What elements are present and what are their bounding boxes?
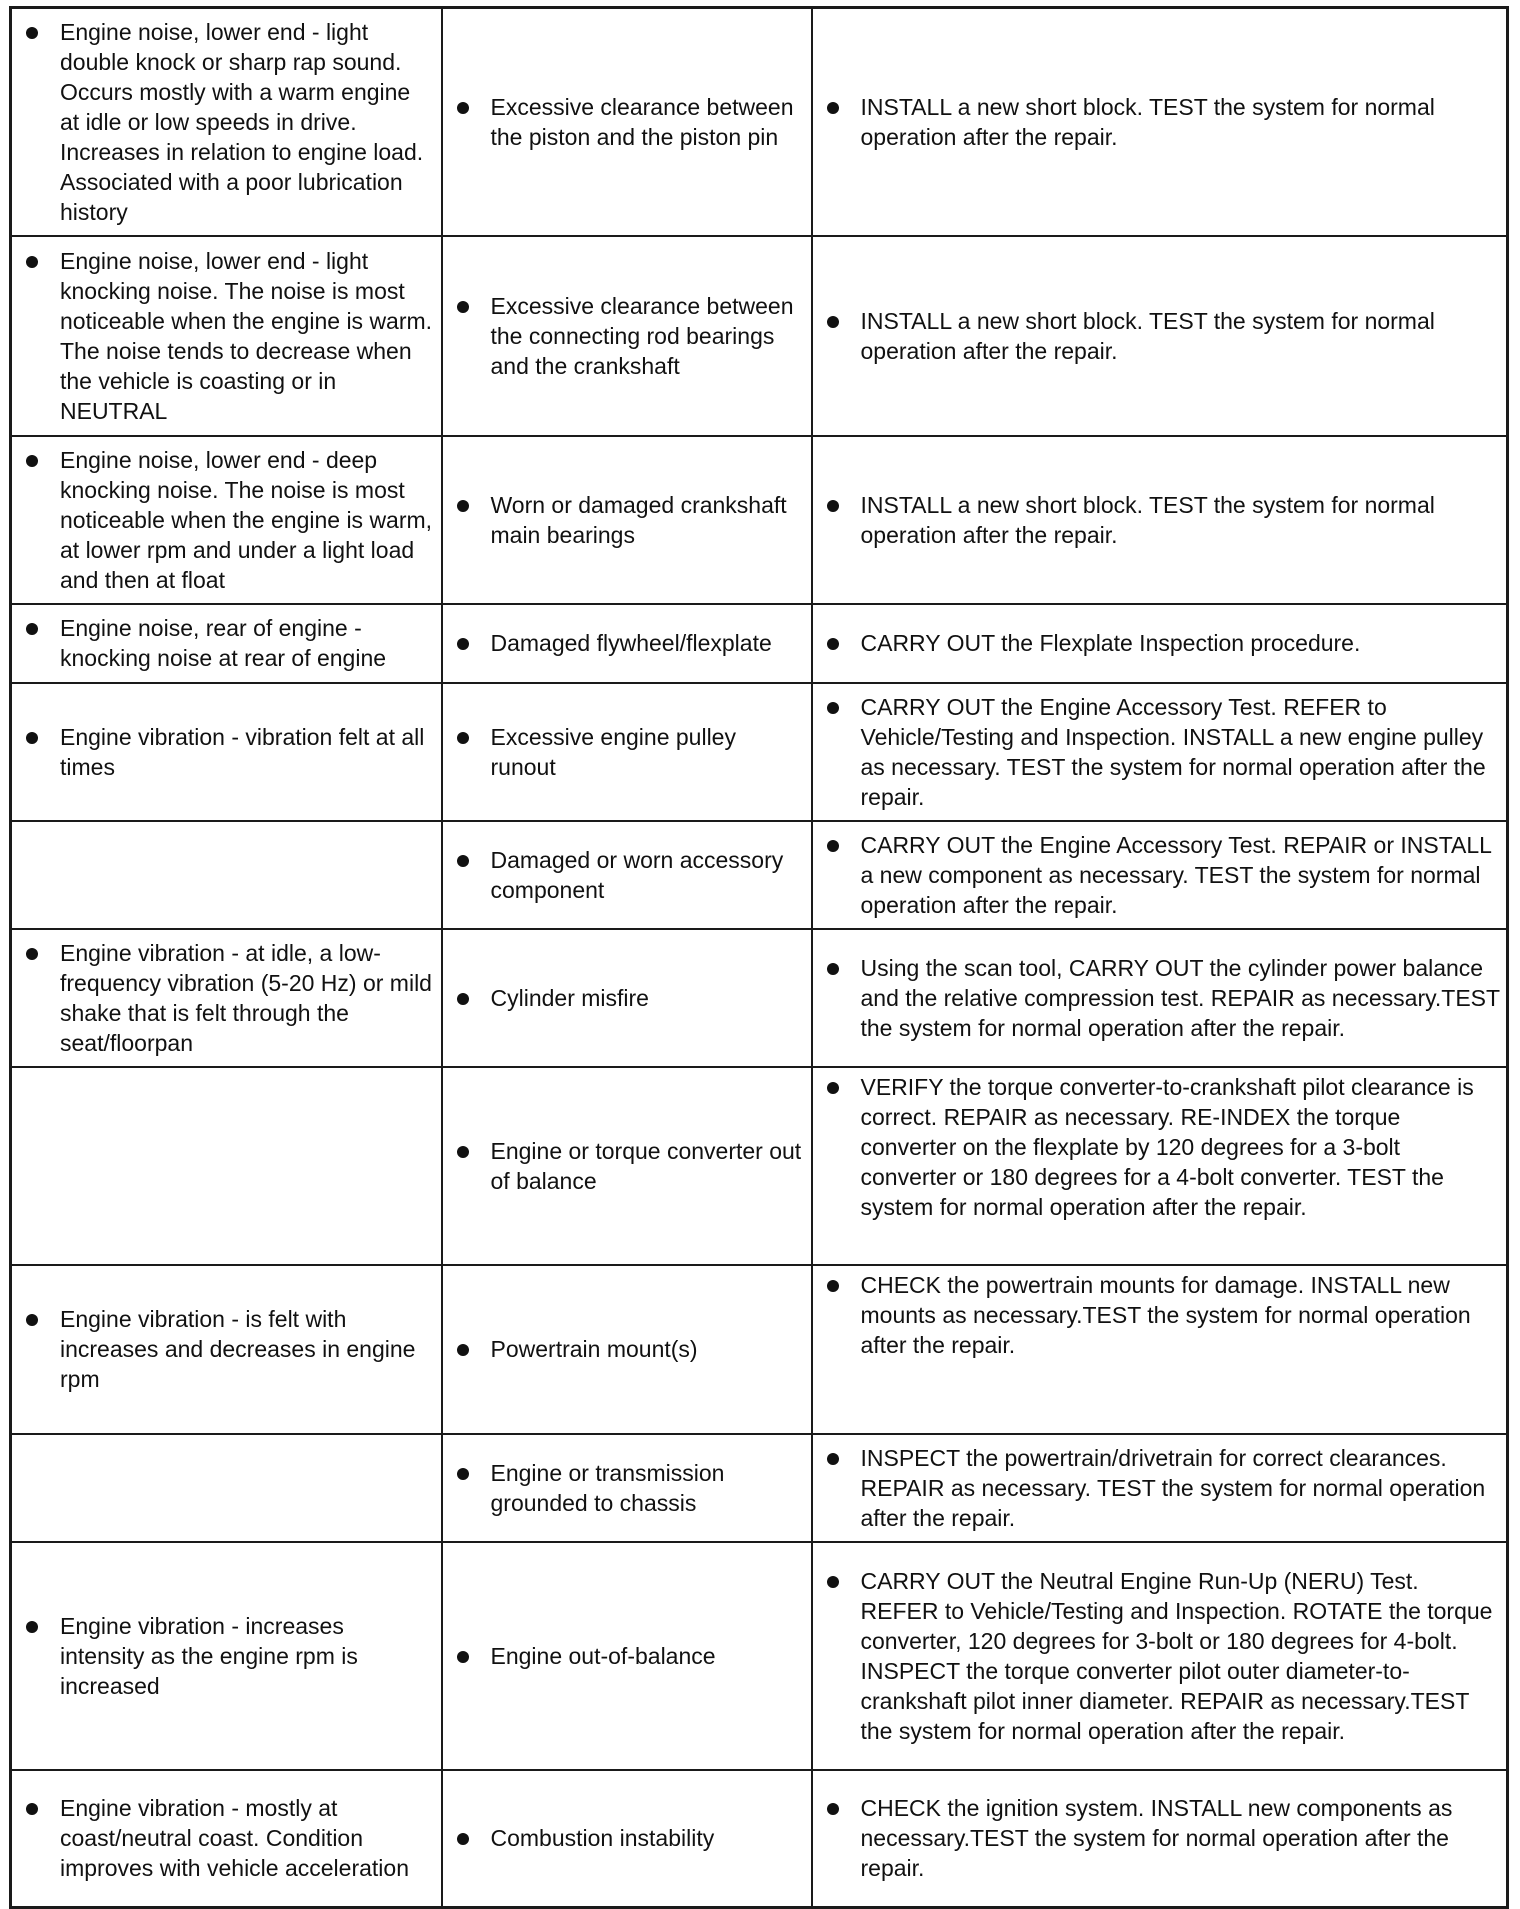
symptom-cell (11, 236, 442, 436)
symptom-cell (11, 436, 442, 604)
action-cell (812, 236, 1508, 436)
cause-cell (442, 1770, 812, 1908)
symptom-text: Engine noise, rear of engine - knocking noise at rear of engine (60, 615, 387, 671)
action-text: CARRY OUT the Engine Accessory Test. REPAIR or INSTALL a new component as necessary. TEST the system for normal operation after the repair. (860, 831, 1492, 918)
symptom-text: Engine noise, lower end - light double knock or sharp rap sound. Occurs mostly with a warm engine at idle or low speeds in drive. Increases in relation to engine load. Associated with a poor lubrication history (60, 18, 424, 225)
cause-text: Worn or damaged crankshaft main bearings (490, 491, 787, 548)
symptom-text: Engine vibration - is felt with increases and decreases in engine rpm (60, 1306, 416, 1392)
symptom-cell (11, 1542, 442, 1770)
cause-cell (442, 236, 812, 436)
table-row (11, 1067, 1508, 1265)
symptom-text: Engine vibration - mostly at coast/neutral coast. Condition improves with vehicle acceleration (60, 1795, 409, 1882)
cause-text: Damaged or worn accessory component (490, 846, 784, 903)
symptom-text: Engine noise, lower end - deep knocking noise. The noise is most noticeable when the engine is warm, at lower rpm and under a light load and then at float (60, 446, 433, 593)
bullet-icon (827, 1280, 839, 1292)
table-row (11, 929, 1508, 1067)
table-row (11, 236, 1508, 436)
bullet-icon (26, 27, 38, 39)
action-cell (812, 1067, 1508, 1265)
bullet-icon (457, 500, 469, 512)
action-text: CARRY OUT the Flexplate Inspection procedure. (860, 630, 1361, 656)
cause-text: Excessive clearance between the connecting rod bearings and the crankshaft (490, 292, 794, 379)
cause-cell (442, 821, 812, 929)
table-row (11, 1265, 1508, 1434)
cause-text: Powertrain mount(s) (490, 1336, 698, 1362)
symptom-text: Engine vibration - increases intensity as the engine rpm is increased (60, 1612, 358, 1699)
cause-text: Damaged flywheel/flexplate (490, 630, 772, 656)
symptom-cell (11, 1067, 442, 1265)
bullet-icon (26, 732, 38, 744)
cause-cell (442, 604, 812, 683)
action-text: CARRY OUT the Neutral Engine Run-Up (NERU) Test. REFER to Vehicle/Testing and Inspection. ROTATE the torque converter, 120 degrees for 3-bolt or 180 degrees for 4-bolt. INSPECT the torque converter pilot outer diameter-to-crankshaft pilot inner diameter. REPAIR as necessary.TEST the system for normal operation after the repair. (860, 1567, 1493, 1744)
table-row (11, 821, 1508, 929)
cause-cell (442, 929, 812, 1067)
bullet-icon (457, 855, 469, 867)
bullet-icon (457, 993, 469, 1005)
cause-cell (442, 8, 812, 236)
action-text: INSTALL a new short block. TEST the system for normal operation after the repair. (860, 307, 1435, 364)
action-cell (812, 1770, 1508, 1908)
symptom-cell (11, 929, 442, 1067)
bullet-icon (26, 455, 38, 467)
action-text: VERIFY the torque converter-to-crankshaft pilot clearance is correct. REPAIR as necessary. RE-INDEX the torque converter on the flexplate by 120 degrees for a 3-bolt converter or 180 degrees for a 4-bolt converter. TEST the system for normal operation after the repair. (860, 1073, 1474, 1220)
action-text: CHECK the ignition system. INSTALL new components as necessary.TEST the system for normal operation after the repair. (860, 1795, 1453, 1882)
action-cell (812, 436, 1508, 604)
bullet-icon (827, 702, 839, 714)
bullet-icon (827, 500, 839, 512)
cause-cell (442, 1434, 812, 1542)
bullet-icon (457, 1651, 469, 1663)
cause-text: Excessive clearance between the piston and the piston pin (490, 93, 794, 150)
bullet-icon (26, 1314, 38, 1326)
diagnosis-table (9, 6, 1509, 1909)
table-row (11, 8, 1508, 236)
table-row (11, 436, 1508, 604)
bullet-icon (26, 256, 38, 268)
action-text: Using the scan tool, CARRY OUT the cylinder power balance and the relative compression test. REPAIR as necessary.TEST the system for normal operation after the repair. (860, 954, 1500, 1041)
bullet-icon (827, 840, 839, 852)
action-cell (812, 604, 1508, 683)
bullet-icon (827, 638, 839, 650)
symptom-cell (11, 8, 442, 236)
bullet-icon (827, 963, 839, 975)
table-row (11, 1770, 1508, 1908)
action-text: CARRY OUT the Engine Accessory Test. REFER to Vehicle/Testing and Inspection. INSTALL a new engine pulley as necessary. TEST the system for normal operation after the repair. (860, 693, 1486, 810)
cause-text: Cylinder misfire (490, 984, 649, 1011)
table-row (11, 1434, 1508, 1542)
table-row (11, 683, 1508, 821)
action-cell (812, 929, 1508, 1067)
symptom-text: Engine noise, lower end - light knocking noise. The noise is most noticeable when the engine is warm. The noise tends to decrease when the vehicle is coasting or in NEUTRAL (60, 247, 433, 424)
action-cell (812, 1265, 1508, 1434)
cause-cell (442, 683, 812, 821)
bullet-icon (457, 1344, 469, 1356)
cause-cell (442, 1067, 812, 1265)
symptom-cell (11, 1434, 442, 1542)
action-cell (812, 1542, 1508, 1770)
action-text: INSPECT the powertrain/drivetrain for correct clearances. REPAIR as necessary. TEST the system for normal operation after the repair. (860, 1444, 1486, 1531)
bullet-icon (457, 1468, 469, 1480)
action-text: CHECK the powertrain mounts for damage. INSTALL new mounts as necessary.TEST the system for normal operation after the repair. (860, 1271, 1471, 1358)
bullet-icon (457, 1146, 469, 1158)
bullet-icon (827, 102, 839, 114)
symptom-text: Engine vibration - at idle, a low-frequency vibration (5-20 Hz) or mild shake that is felt through the seat/floorpan (60, 939, 432, 1056)
table-row (11, 1542, 1508, 1770)
cause-cell (442, 1265, 812, 1434)
symptom-cell (11, 604, 442, 683)
cause-cell (442, 1542, 812, 1770)
bullet-icon (26, 948, 38, 960)
symptom-cell (11, 1265, 442, 1434)
action-cell (812, 821, 1508, 929)
symptom-cell (11, 683, 442, 821)
bullet-icon (827, 316, 839, 328)
bullet-icon (26, 1803, 38, 1815)
symptom-cell (11, 821, 442, 929)
table-row (11, 604, 1508, 683)
bullet-icon (26, 623, 38, 635)
bullet-icon (457, 732, 469, 744)
cause-text: Engine out-of-balance (490, 1642, 716, 1669)
bullet-icon (457, 1833, 469, 1845)
cause-text: Engine or transmission grounded to chassis (490, 1459, 725, 1516)
cause-text: Engine or torque converter out of balance (490, 1137, 802, 1194)
bullet-icon (457, 102, 469, 114)
bullet-icon (457, 638, 469, 650)
symptom-text: Engine vibration - vibration felt at all times (60, 723, 425, 780)
action-text: INSTALL a new short block. TEST the system for normal operation after the repair. (860, 93, 1435, 150)
bullet-icon (827, 1803, 839, 1815)
action-cell (812, 1434, 1508, 1542)
action-cell (812, 8, 1508, 236)
symptom-cell (11, 1770, 442, 1908)
cause-text: Excessive engine pulley runout (490, 723, 736, 780)
bullet-icon (457, 301, 469, 313)
bullet-icon (827, 1576, 839, 1588)
bullet-icon (26, 1621, 38, 1633)
bullet-icon (827, 1082, 839, 1094)
action-text: INSTALL a new short block. TEST the system for normal operation after the repair. (860, 491, 1435, 548)
cause-cell (442, 436, 812, 604)
cause-text: Combustion instability (490, 1825, 715, 1852)
action-cell (812, 683, 1508, 821)
bullet-icon (827, 1453, 839, 1465)
